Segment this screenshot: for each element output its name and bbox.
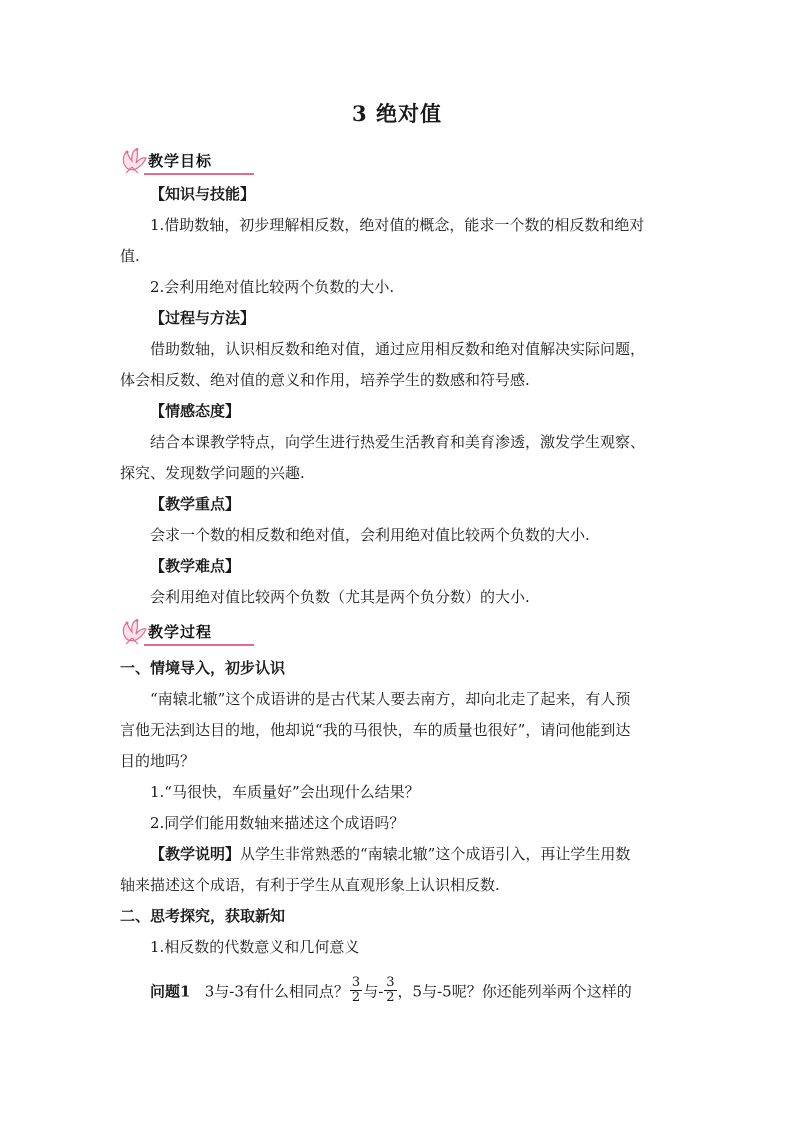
part1-heading: 一、情境导入，初步认识 — [120, 659, 286, 677]
section-banner-goals — [118, 147, 258, 177]
section-banner-process — [118, 618, 258, 648]
paragraph-line: 1.借助数轴，初步理解相反数，绝对值的概念，能求一个数的相反数和绝对 — [150, 216, 645, 234]
section-underline — [144, 644, 254, 646]
problem-text: 与- — [363, 982, 384, 1001]
paragraph-line: 会利用绝对值比较两个负数（尤其是两个负分数）的大小. — [150, 588, 530, 606]
fraction: $\frac{3}{2}$ — [351, 975, 361, 1005]
subheading-line: 1.相反数的代数意义和几何意义 — [150, 938, 360, 956]
knowledge-heading: 【知识与技能】 — [150, 185, 256, 203]
paragraph-line: 言他无法到达目的地，他却说“我的马很快，车的质量也很好”，请问他能到达 — [120, 721, 631, 739]
paragraph-line: 会求一个数的相反数和绝对值，会利用绝对值比较两个负数的大小. — [150, 526, 590, 544]
problem-label: 问题1 — [150, 982, 191, 1001]
paragraph-line: 探究、发现数学问题的兴趣. — [120, 464, 305, 482]
problem-text: 3与-3有什么相同点？ — [204, 982, 349, 1001]
paragraph-line: 体会相反数、绝对值的意义和作用，培养学生的数感和符号感. — [120, 371, 530, 389]
teaching-note — [150, 844, 630, 864]
paragraph-line: 轴来描述这个成语，有利于学生从直观形象上认识相反数. — [120, 876, 500, 894]
paragraph-line: 值. — [120, 247, 140, 265]
paragraph-line: 结合本课教学特点，向学生进行热爱生活教育和美育渗透，激发学生观察、 — [150, 433, 646, 451]
page-title: 3 绝对值 — [352, 101, 442, 126]
question-line: 2.同学们能用数轴来描述这个成语吗？ — [150, 814, 405, 832]
teaching-note-text: 从学生非常熟悉的“南辕北辙”这个成语引入，再让学生用数 — [240, 845, 631, 863]
emotion-heading: 【情感态度】 — [150, 402, 241, 420]
section-title-process: 教学过程 — [148, 623, 213, 641]
fraction: $\frac{3}{2}$ — [386, 975, 395, 1005]
paragraph-line: “南辕北辙”这个成语讲的是古代某人要去南方，却向北走了起来，有人预 — [150, 690, 631, 708]
paragraph-line: 2.会利用绝对值比较两个负数的大小. — [150, 278, 395, 296]
section-underline — [144, 173, 254, 175]
problem-text: ，5与-5呢？你还能列举两个这样的 — [397, 982, 632, 1001]
key-point-heading: 【教学重点】 — [150, 495, 241, 513]
section-title-goals: 教学目标 — [148, 152, 213, 170]
process-heading: 【过程与方法】 — [150, 309, 256, 327]
paragraph-line: 借助数轴，认识相反数和绝对值，通过应用相反数和绝对值解决实际问题， — [150, 340, 646, 358]
part2-heading: 二、思考探究，获取新知 — [120, 907, 286, 925]
teaching-note-label: 【教学说明】 — [150, 845, 241, 863]
paragraph-line: 目的地吗？ — [120, 752, 196, 770]
question-line: 1.“马很快，车质量好”会出现什么结果？ — [150, 783, 420, 801]
problem-line — [150, 975, 632, 1007]
difficulty-heading: 【教学难点】 — [150, 557, 241, 575]
